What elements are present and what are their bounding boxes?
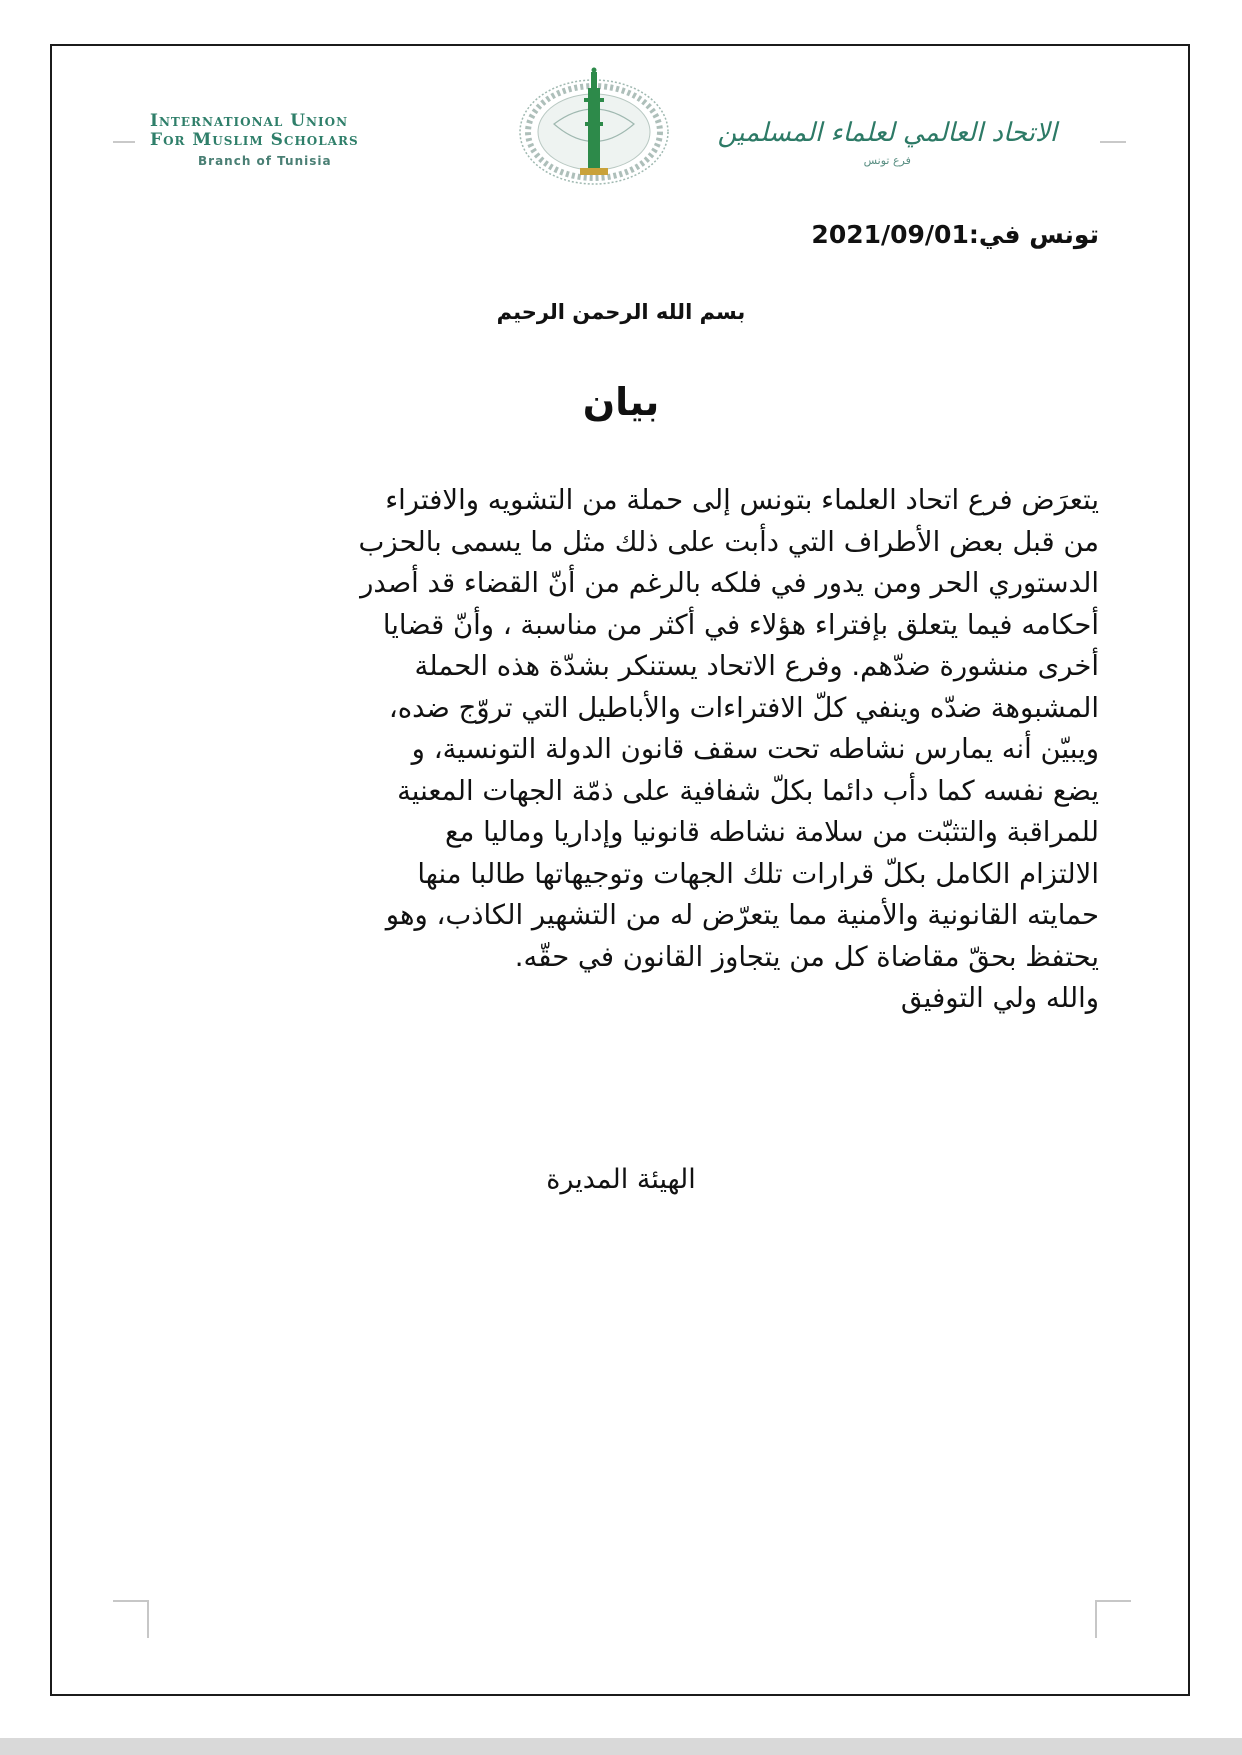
body-line: للمراقبة والتثبّت من سلامة نشاطه قانونيا وإداريا وماليا مع [445, 816, 1099, 848]
body-line: الالتزام الكامل بكلّ قرارات تلك الجهات وتوجيهاتها طالبا منها [417, 857, 1099, 890]
statement-title: بيان [582, 380, 660, 424]
body-line: أخرى منشورة ضدّهم. وفرع الاتحاد يستنكر بشدّة هذه الحملة [414, 650, 1099, 682]
basmala: بسم الله الرحمن الرحيم [496, 300, 746, 324]
logo-english-branch: Branch of Tunisia [198, 154, 332, 168]
body-line: يتعرَض فرع اتحاد العلماء بتونس إلى حملة من التشويه والافتراء [385, 484, 1099, 516]
body-line: من قبل بعض الأطراف التي دأبت على ذلك مثل ما يسمى بالحزب [358, 525, 1099, 558]
logo-english-line1: International Union [150, 111, 349, 131]
minaret-emblem-icon [514, 64, 674, 194]
body-line: الدستوري الحر ومن يدور في فلكه بالرغم من أنّ القضاء قد أصدر [360, 567, 1099, 599]
logo-arabic [718, 118, 1058, 167]
body-line: المشبوهة ضدّه وينفي كلّ الافتراءات والأباطيل التي تروّج ضده، [388, 691, 1099, 724]
page-corner-mark-left [113, 1600, 149, 1638]
logo-english [150, 112, 470, 168]
logo-arabic-branch: فرع تونس [863, 154, 911, 167]
header-divider-right [1100, 141, 1126, 143]
page-corner-mark-right [1095, 1600, 1131, 1638]
logo-english-line2: For Muslim Scholars [150, 130, 359, 150]
body-line: ويبيّن أنه يمارس نشاطه تحت سقف قانون الدولة التونسية، و [411, 733, 1099, 765]
body-line: حمايته القانونية والأمنية مما يتعرّض له من التشهير الكاذب، وهو [385, 899, 1099, 931]
signature: الهيئة المديرة [546, 1164, 696, 1195]
body-line: يضع نفسه كما دأب دائما بكلّ شفافية على ذمّة الجهات المعنية [397, 774, 1099, 807]
closing-line: والله ولي التوفيق [900, 982, 1099, 1014]
header-divider-left [113, 141, 135, 143]
viewer-bottom-bar [0, 1738, 1242, 1755]
statement-body [141, 480, 1099, 1020]
logo-arabic-name: الاتحاد العالمي لعلماء المسلمين [717, 118, 1057, 148]
body-line: أحكامه فيما يتعلق بإفتراء هؤلاء في أكثر من مناسبة ، وأنّ قضايا [382, 608, 1099, 641]
body-line: يحتفظ بحقّ مقاضاة كل من يتجاوز القانون في حقّه. [514, 940, 1099, 973]
date-line: تونس في:2021/09/01 [811, 220, 1099, 249]
